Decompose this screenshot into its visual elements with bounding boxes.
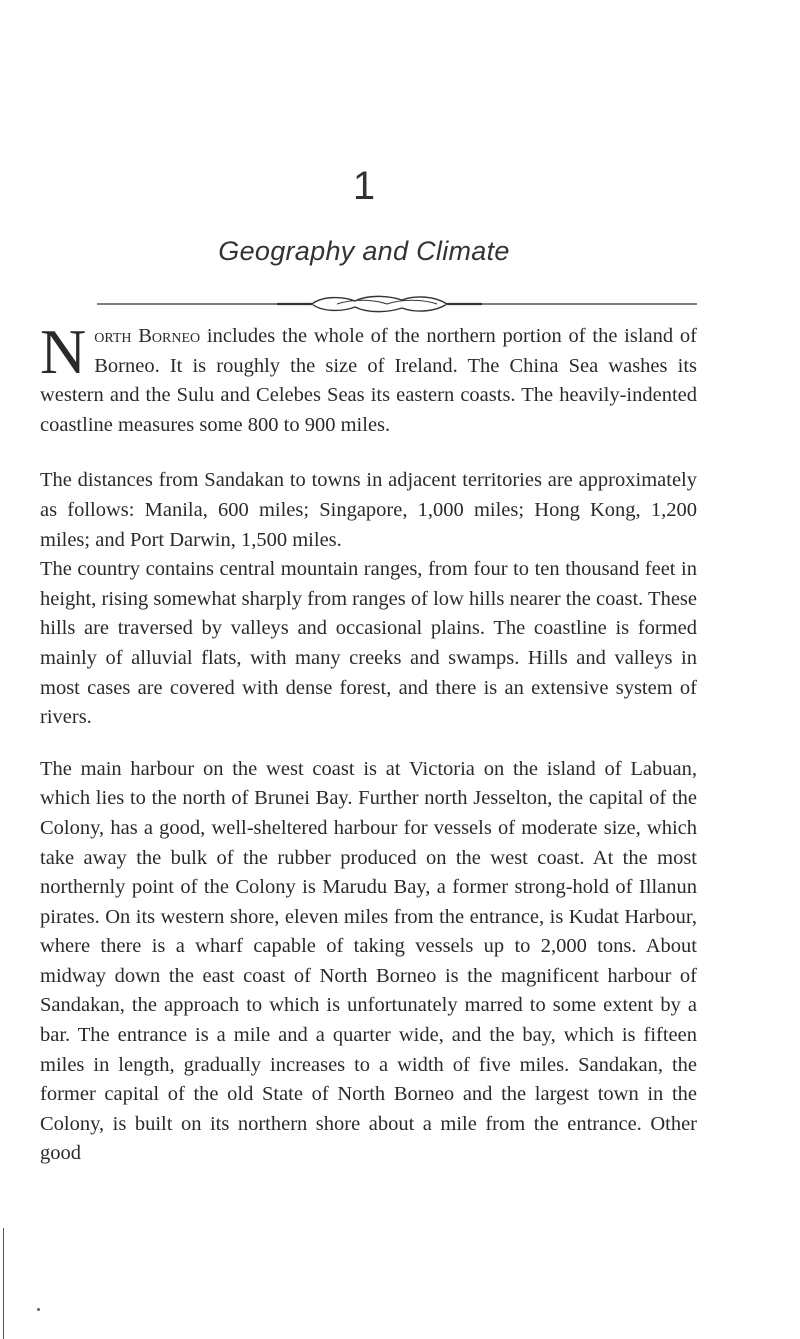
- chapter-number: 1: [352, 164, 376, 208]
- chapter-title: Geography and Climate: [218, 236, 510, 266]
- paragraph-1-lead: orth Borneo: [94, 325, 201, 347]
- paragraph-2: The distances from Sandakan to towns in adjacent territories are approximately as follows: Manila, 600 miles; Singapore, 1,000 miles; Hong Kong, 1,200 miles; and Port Darwin, 1,500 miles.: [40, 469, 697, 551]
- print-speck: [37, 1308, 40, 1311]
- paragraph-3: The country contains central mountain ranges, from four to ten thousand feet in height, rising somewhat sharply from ranges of low hills nearer the coast. These hills are traversed by valleys and occasional plains. The coastline is formed mainly of alluvial flats, with many creeks and swamps. Hills and valleys in most cases are covered with dense forest, and there is an extensive system of rivers.: [40, 558, 697, 729]
- body-text: [40, 316, 697, 1169]
- paragraph-4: The main harbour on the west coast is at Victoria on the island of Labuan, which lies to the north of Brunei Bay. Further north Jesselton, the capital of the Colony, has a good, well-sheltered harbour for vessels of moderate size, which take away the bulk of the rubber produced on the west coast. At the most northernly point of the Colony is Marudu Bay, a former strong-hold of Illanun pirates. On its western shore, eleven miles from the entrance, is Kudat Harbour, where there is a wharf capable of taking vessels up to 2,000 tons. About midway down the east coast of North Borneo is the magnificent harbour of Sandakan, the approach to which is unfortunately marred to some extent by a bar. The entrance is a mile and a quarter wide, and the bay, which is fifteen miles in length, gradually increases to a width of five miles. Sandakan, the former capital of the old State of North Borneo and the largest town in the Colony, is built on its northern shore about a mile from the entrance. Other good: [40, 757, 697, 1165]
- drop-cap: N: [40, 316, 87, 387]
- page-edge-line: [3, 1228, 4, 1339]
- paragraph-1-text: includes the whole of the northern portion of the island of Borneo. It is roughly the size of Ireland. The China Sea washes its western and the Sulu and Celebes Seas its eastern coasts. The heavily-indented coastline measures some 800 to 900 miles.: [40, 325, 697, 436]
- decorative-rule-ornament: [97, 292, 697, 316]
- paragraph-1: [40, 316, 697, 440]
